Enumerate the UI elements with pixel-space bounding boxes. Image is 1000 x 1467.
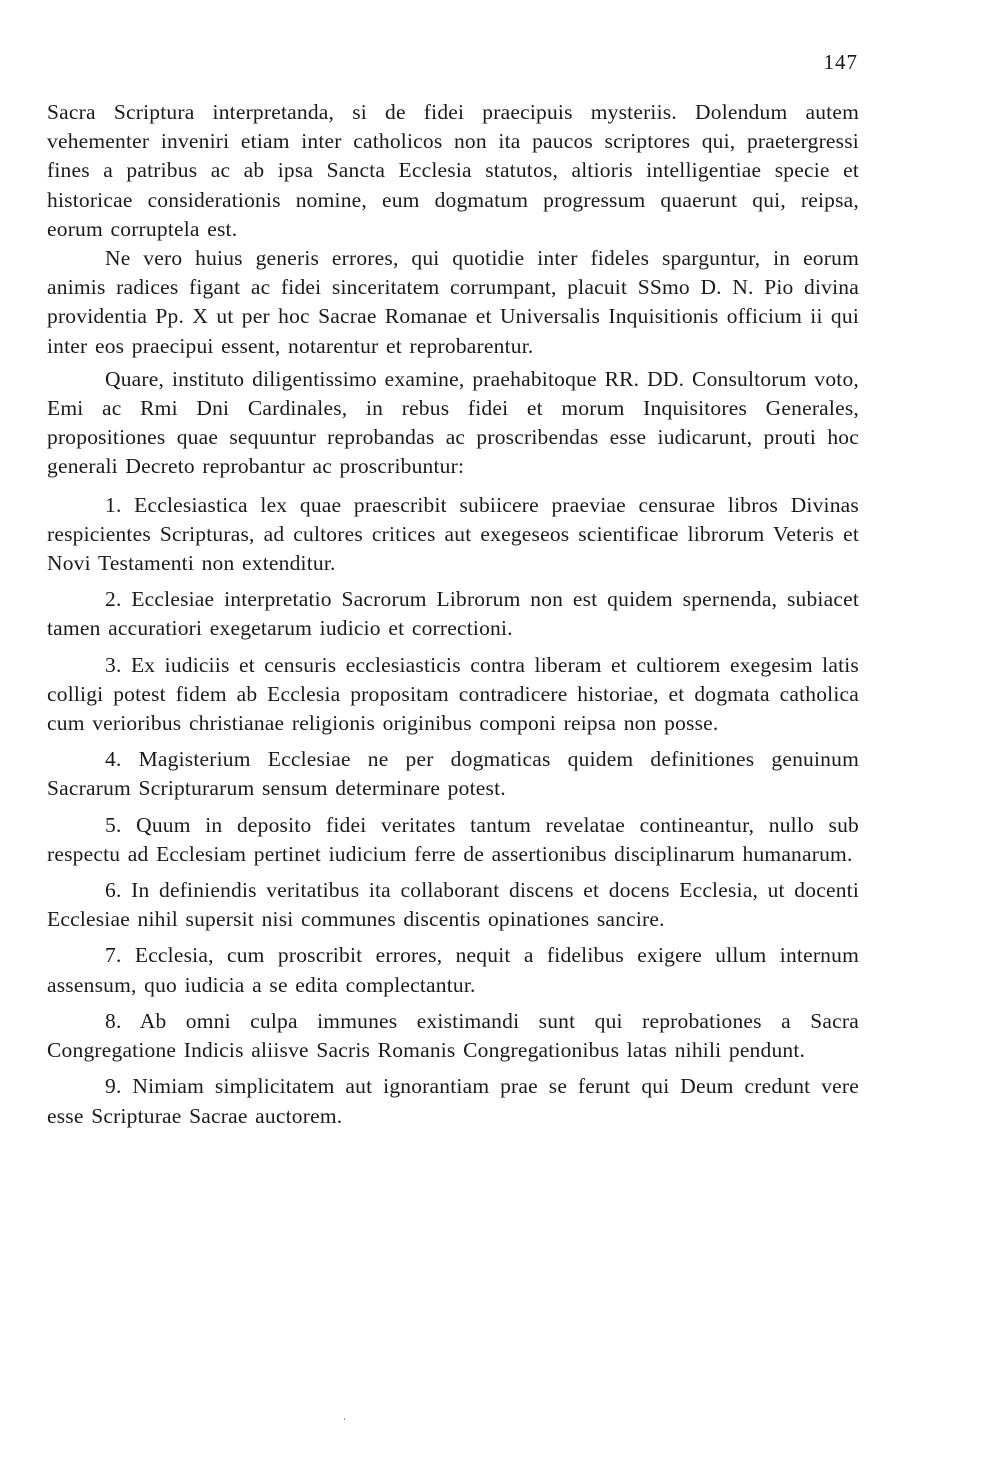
proposition-text: Nimiam simplicitatem aut ignorantiam prae se ferunt qui Deum credunt vere esse Scripturae Sacrae auctorem.	[47, 1074, 859, 1128]
proposition-text: Ecclesiastica lex quae praescribit subiicere praeviae censurae libros Divinas respicientes Scripturas, ad cultores critices aut exegeseos scientificae librorum Veteris et Novi Testamenti non extenditur.	[47, 492, 859, 576]
proposition-9	[47, 1072, 859, 1130]
proposition-number: 8.	[105, 1008, 122, 1033]
proposition-1	[47, 491, 859, 579]
paragraph-quare: Quare, instituto diligentissimo examine, praehabitoque RR. DD. Consultorum voto, Emi ac Rmi Dni Cardinales, in rebus fidei et morum Inquisitores Generales, propositiones quae sequuntur reprobandas ac proscribendas esse iudicarunt, prouti hoc generali Decreto reprobantur ac proscribuntur:	[47, 366, 859, 479]
proposition-number: 3.	[105, 652, 122, 677]
proposition-7	[47, 941, 859, 999]
proposition-8	[47, 1007, 859, 1065]
proposition-2	[47, 585, 859, 643]
proposition-number: 6.	[105, 878, 122, 903]
scan-speck	[344, 1418, 345, 1420]
proposition-4	[47, 745, 859, 803]
proposition-number: 2.	[105, 587, 122, 612]
proposition-text: Magisterium Ecclesiae ne per dogmaticas quidem definitiones genuinum Sacrarum Scripturarum sensum determinare potest.	[47, 747, 859, 801]
proposition-5	[47, 811, 859, 869]
proposition-number: 1.	[105, 492, 122, 517]
paragraph-continuation: Sacra Scriptura interpretanda, si de fidei praecipuis mysteriis. Dolendum autem vehementer inveniri etiam inter catholicos non ita paucos scriptores qui, praetergressi fines a patribus ac ab ipsa Sancta Ecclesia statutos, altioris intelligentiae specie et historicae considerationis nomine, eum dogmatum progressum quaerunt qui, reipsa, eorum corruptela est.	[47, 100, 859, 241]
page-number: 147	[823, 50, 858, 74]
proposition-number: 5.	[105, 812, 122, 837]
proposition-text: Ex iudiciis et censuris ecclesiasticis contra liberam et cultiorem exegesim latis colligi potest fidem ab Ecclesia propositam contradicere historiae, et dogmata catholica cum verioribus christianae religionis originibus componi reipsa non posse.	[47, 652, 860, 736]
proposition-text: Ecclesia, cum proscribit errores, nequit a fidelibus exigere ullum internum assensum, quo iudicia a se edita complectantur.	[47, 943, 859, 997]
proposition-number: 4.	[105, 747, 122, 772]
proposition-text: Ab omni culpa immunes existimandi sunt qui reprobationes a Sacra Congregatione Indicis aliisve Sacris Romanis Congregationibus latas nihili pendunt.	[47, 1008, 859, 1063]
proposition-number: 9.	[105, 1074, 122, 1099]
proposition-text: Quum in deposito fidei veritates tantum revelatae contineantur, nullo sub respectu ad Ecclesiam pertinet iudicium ferre de assertionibus disciplinarum humanarum.	[47, 812, 859, 866]
proposition-6	[47, 876, 859, 934]
proposition-text: Ecclesiae interpretatio Sacrorum Librorum non est quidem spernenda, subiacet tamen accuratiori exegetarum iudicio et correctioni.	[47, 587, 859, 641]
proposition-number: 7.	[105, 943, 122, 968]
document-body	[47, 98, 859, 1131]
proposition-3	[47, 651, 859, 739]
proposition-text: In definiendis veritatibus ita collaborant discens et docens Ecclesia, ut docenti Ecclesiae nihil supersit nisi communes discentis opinationes sancire.	[47, 878, 859, 932]
paragraph-ne-vero: Ne vero huius generis errores, qui quotidie inter fideles sparguntur, in eorum animis radices figant ac fidei sinceritatem corrumpant, placuit SSmo D. N. Pio divina providentia Pp. X ut per hoc Sacrae Romanae et Universalis Inquisitionis officium ii qui inter eos praecipui essent, notarentur et reprobarentur.	[47, 246, 859, 358]
